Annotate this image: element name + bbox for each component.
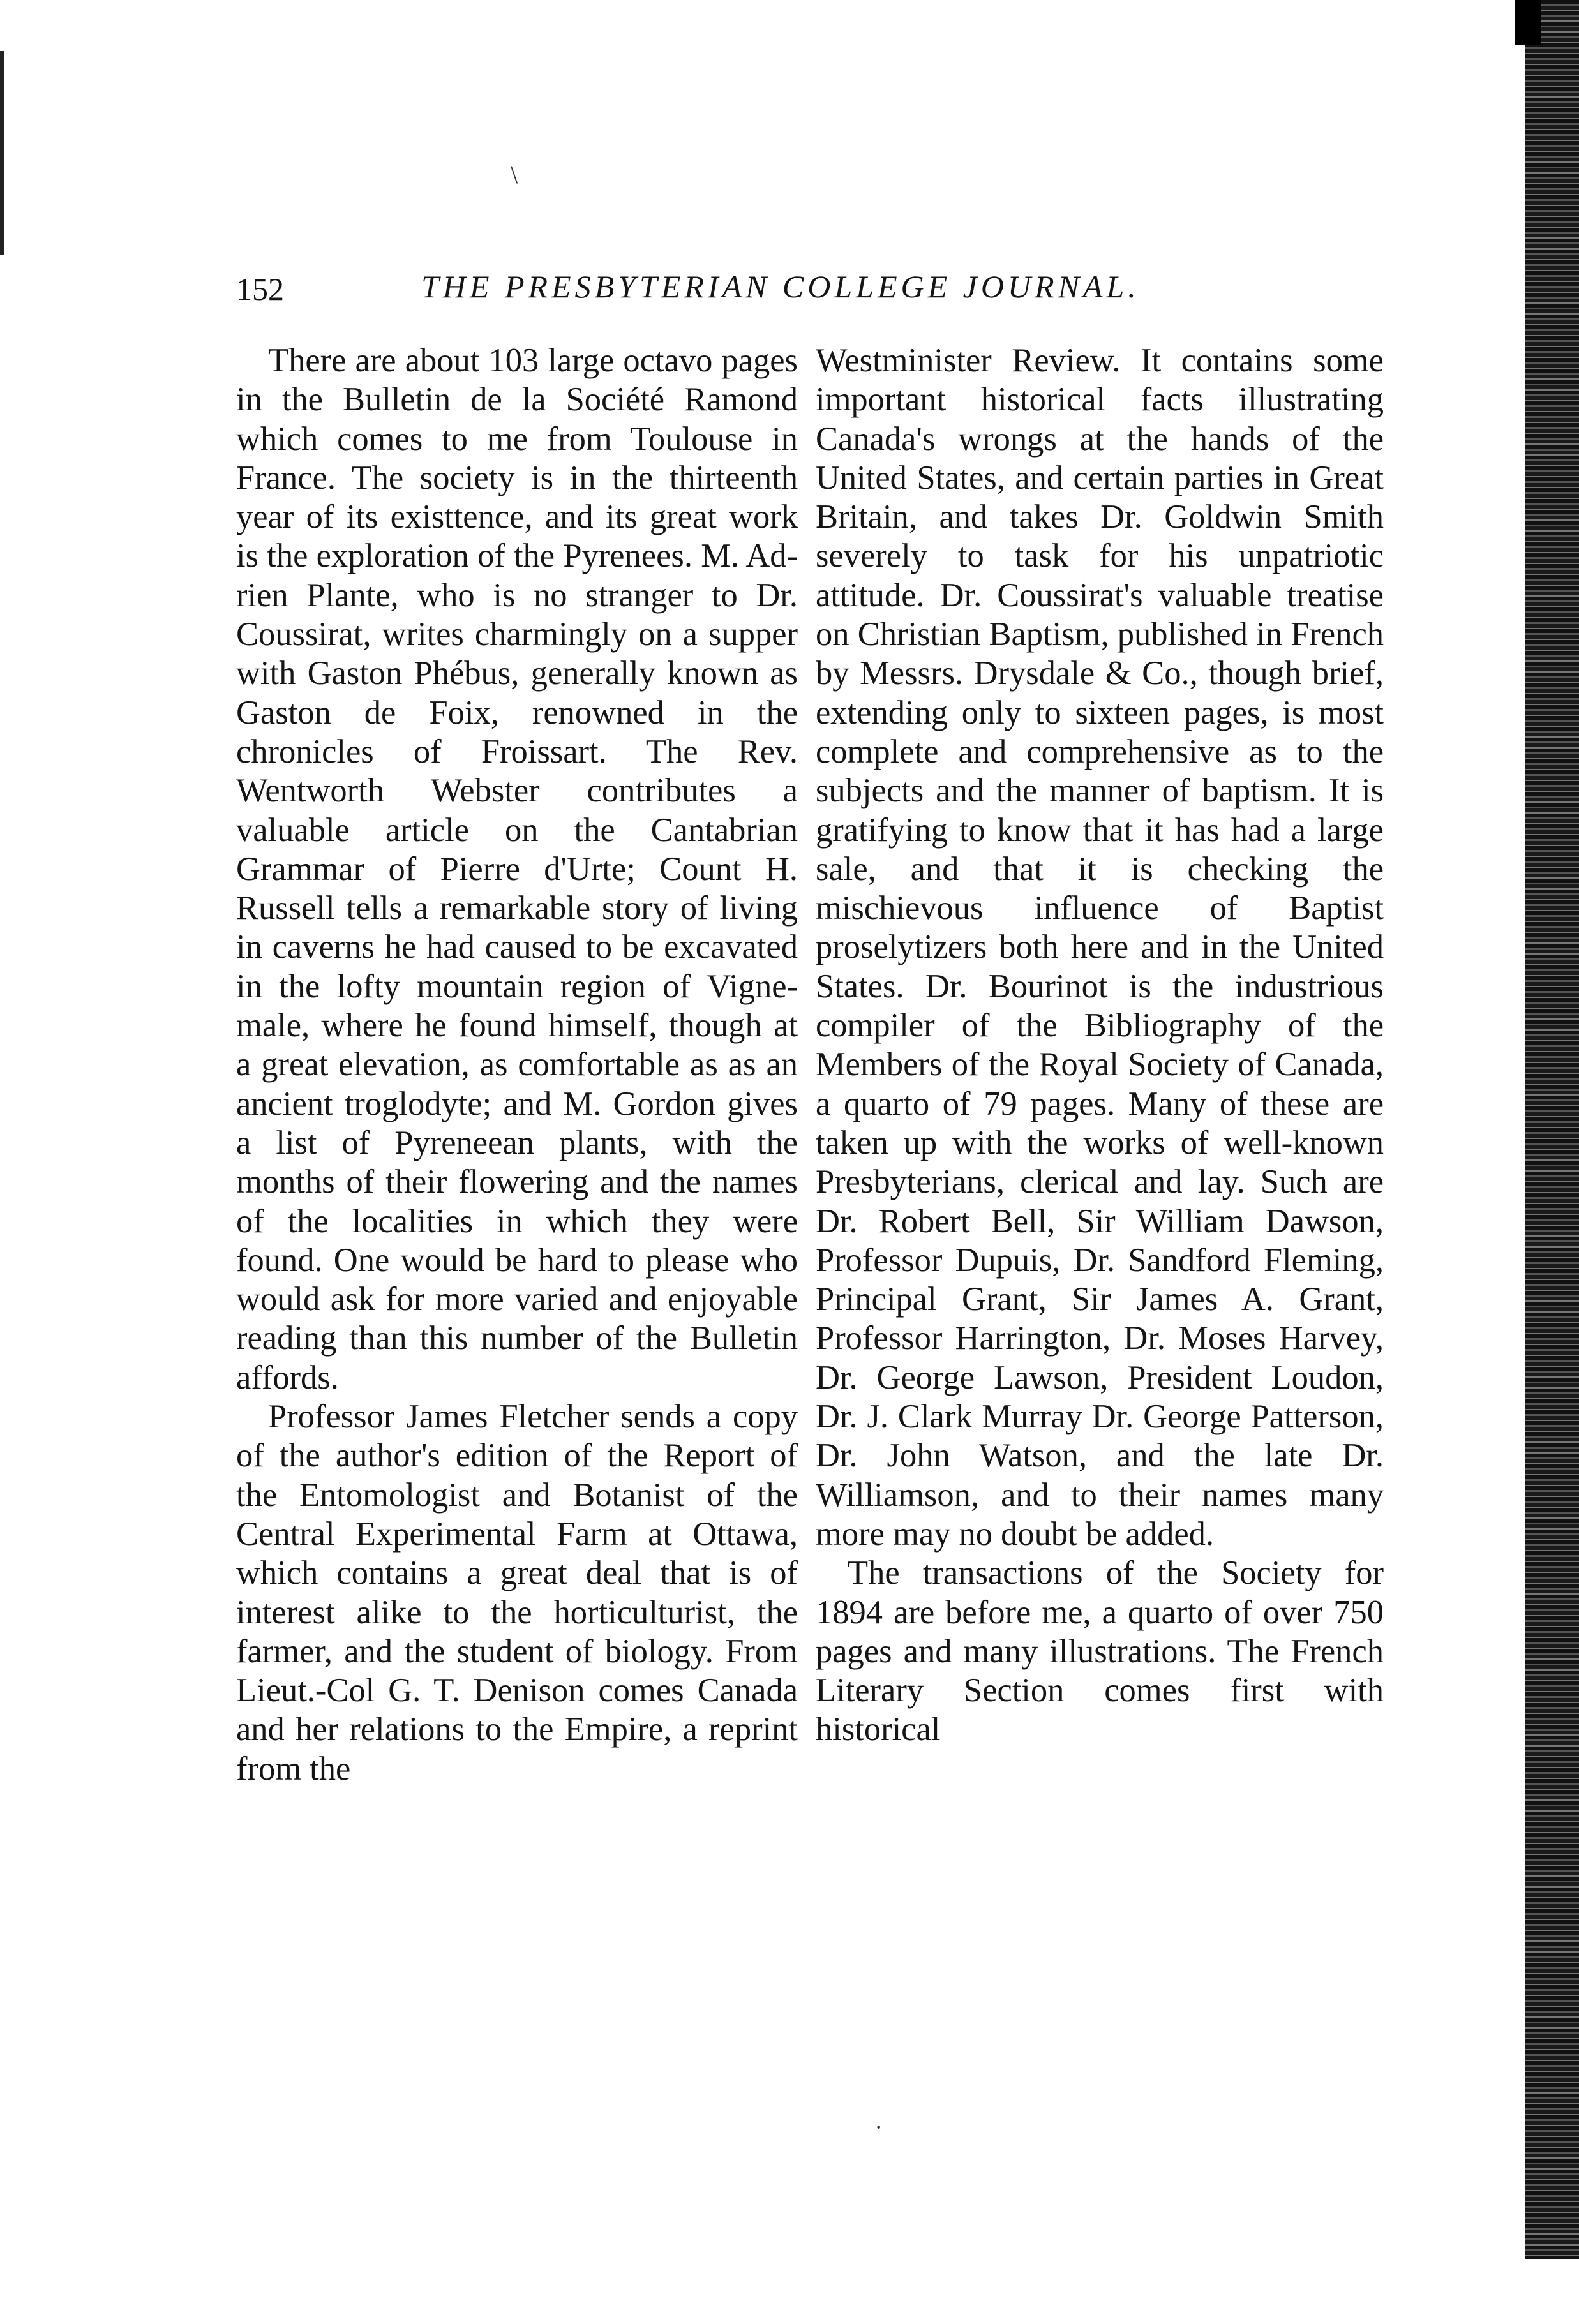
running-title: THE PRESBYTERIAN COLLEGE JOURNAL. — [421, 269, 1140, 304]
book-binding-edge — [1525, 0, 1579, 2259]
paragraph-society-transactions: The transactions of the Society for 1894 are before me, a quarto of over 750 pages and many illustrations. The French Literary Section comes first with historical — [816, 1554, 1384, 1748]
page-number: 152 — [236, 271, 284, 307]
paragraph-fletcher-report: Professor James Fletcher sends a copy of the author's edition of the Report of the Entomologist and Botanist of the Central Experimental Farm at Ottawa, which contains a great deal that is of interest alike to the horticulturist, the farmer, and the student of biology. From Lieut.-Col G. T. Denison comes Canada and her relations to the Empire, a reprint from the — [236, 1398, 798, 1787]
scan-edge-mark — [0, 51, 4, 255]
binding-tab — [1515, 0, 1541, 45]
page-header — [236, 268, 1379, 313]
stray-ink-mark: \ — [511, 160, 518, 189]
paragraph-bulletin-ramond: There are about 103 large octavo pages in the Bulletin de la Société Ramond which comes to me from Toulouse in France. The society is in the thirteenth year of its existtence, and its great work is the exploration of the Pyrenees. M. Adrien Plante, who is no stranger to Dr. Coussirat, writes charmingly on a supper with Gaston Phébus, generally known as Gaston de Foix, renowned in the chronicles of Froissart. The Rev. Wentworth Webster contributes a valuable article on the Cantabrian Grammar of Pierre d'Urte; Count H. Russell tells a remarkable story of living in caverns he had caused to be excavated in the lofty mountain region of Vignemale, where he found himself, though at a great elevation, as comfortable as as an ancient troglodyte; and M. Gordon gives a list of Pyreneean plants, with the months of their flowering and the names of the localities in which they were found. One would be hard to please who would ask for more varied and enjoyable reading than this number of the Bulletin affords. — [236, 342, 798, 1396]
left-column — [236, 341, 798, 1789]
right-column — [816, 341, 1384, 1750]
stray-ink-dot: · — [874, 2113, 883, 2142]
paragraph-westminster-review: Westminister Review. It contains some important historical facts illustrating Canada's wrongs at the hands of the United States, and certain parties in Great Britain, and takes Dr. Goldwin Smith severely to task for his unpatriotic attitude. Dr. Coussirat's valuable treatise on Christian Baptism, published in French by Messrs. Drysdale & Co., though brief, extending only to sixteen pages, is most complete and comprehensive as to the subjects and the manner of baptism. It is gratifying to know that it has had a large sale, and that it is checking the mischievous influence of Baptist proselytizers both here and in the United States. Dr. Bourinot is the industrious compiler of the Bibliography of the Members of the Royal Society of Canada, a quarto of 79 pages. Many of these are taken up with the works of well-known Presbyterians, clerical and lay. Such are Dr. Robert Bell, Sir William Dawson, Professor Dupuis, Dr. Sandford Fleming, Principal Grant, Sir James A. Grant, Professor Harrington, Dr. Moses Harvey, Dr. George Lawson, President Loudon, Dr. J. Clark Murray Dr. George Patterson, Dr. John Watson, and the late Dr. Williamson, and to their names many more may no doubt be added. — [816, 342, 1384, 1553]
